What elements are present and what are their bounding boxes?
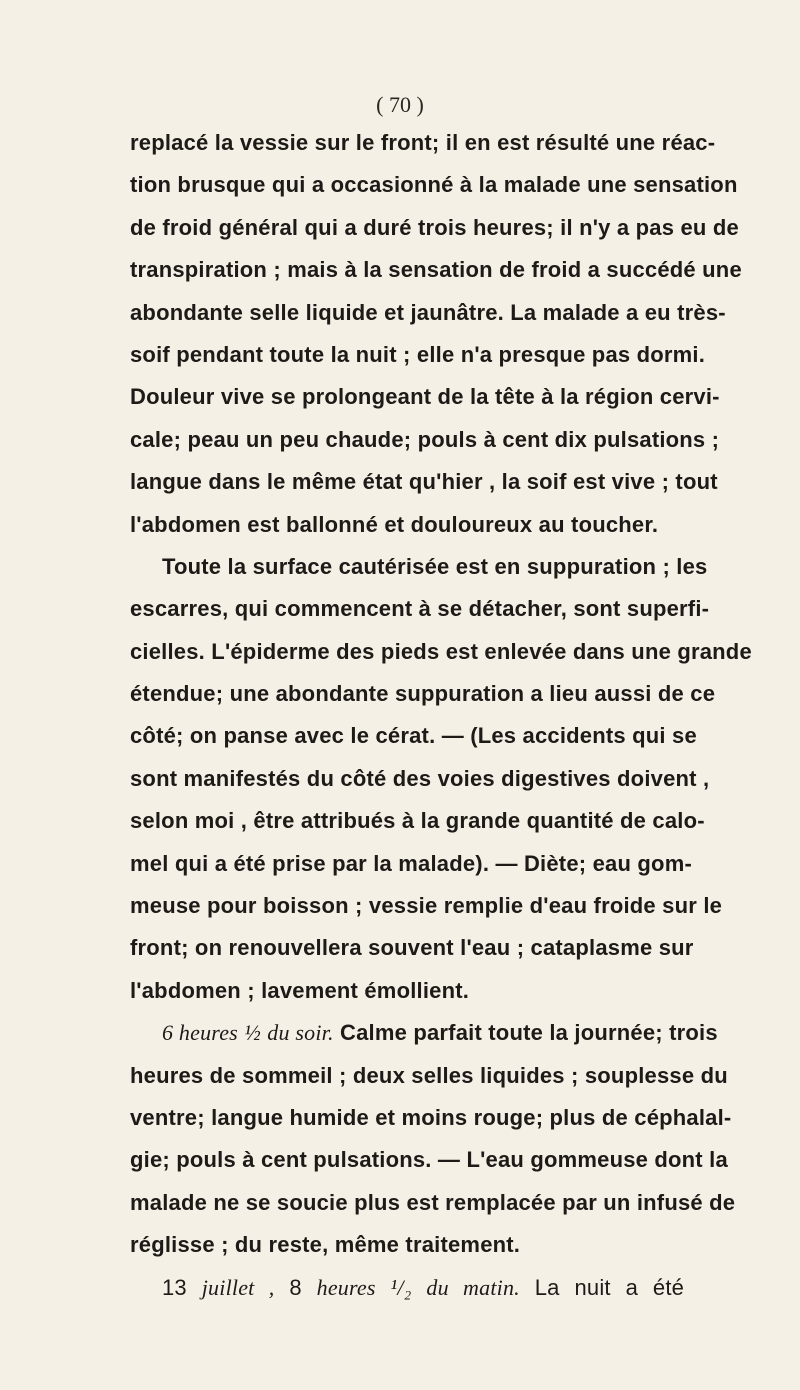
- text-line: l'abdomen est ballonné et douloureux au toucher.: [130, 511, 659, 537]
- text-line-dated: [130, 1012, 718, 1054]
- text-line: ventre; langue humide et moins rouge; plus de céphalal-: [130, 1104, 732, 1130]
- text-line: selon moi , être attribués à la grande quantité de calo-: [130, 808, 705, 834]
- text-line: cale; peau un peu chaude; pouls à cent dix pulsations ;: [130, 426, 720, 452]
- line-rest: Calme parfait toute la journée; trois: [339, 1020, 718, 1046]
- text-line: soif pendant toute la nuit ; elle n'a presque pas dormi.: [130, 341, 706, 367]
- text-line: Douleur vive se prolongeant de la tête à la région cervi-: [130, 384, 720, 410]
- text-line: Toute la surface cautérisée est en suppuration ; les: [162, 553, 708, 579]
- text-line: de froid général qui a duré trois heures; il n'y a pas eu de: [130, 214, 739, 240]
- text-line: meuse pour boisson ; vessie remplie d'eau froide sur le: [130, 893, 723, 919]
- date-day: 13: [162, 1274, 187, 1300]
- time-fraction: ½: [244, 1020, 261, 1046]
- hour-number: 8: [289, 1274, 302, 1300]
- text-line-dated: [130, 1267, 684, 1309]
- time-period: du soir.: [267, 1020, 334, 1046]
- text-line: transpiration ; mais à la sensation de froid a succédé une: [130, 257, 742, 283]
- text-line: mel qui a été prise par la malade). — Diète; eau gom-: [130, 850, 692, 876]
- text-line: malade ne se soucie plus est remplacée par un infusé de: [130, 1189, 736, 1215]
- text-line: étendue; une abondante suppuration a lieu aussi de ce: [130, 681, 716, 707]
- text-line: escarres, qui commencent à se détacher, sont superfi-: [130, 596, 710, 622]
- body-text: [130, 122, 752, 1309]
- text-line: abondante selle liquide et jaunâtre. La malade a eu très-: [130, 299, 726, 325]
- line-rest: La nuit a été: [534, 1274, 685, 1300]
- page-number: ( 70 ): [376, 92, 424, 117]
- text-line: heures de sommeil ; deux selles liquides ; souplesse du: [130, 1062, 728, 1088]
- text-line: front; on renouvellera souvent l'eau ; cataplasme sur: [130, 935, 694, 961]
- text-line: langue dans le même état qu'hier , la soif est vive ; tout: [130, 469, 718, 495]
- hour-fraction: ¹/₂: [390, 1274, 412, 1300]
- time-period: du matin.: [426, 1274, 520, 1300]
- text-line: l'abdomen ; lavement émollient.: [130, 977, 470, 1003]
- text-line: replacé la vessie sur le front; il en est résulté une réac-: [130, 130, 716, 155]
- hour-label: heures: [316, 1274, 376, 1300]
- text-line: côté; on panse avec le cérat. — (Les accidents qui se: [130, 723, 697, 749]
- text-line: réglisse ; du reste, même traitement.: [130, 1232, 521, 1258]
- time-label: 6 heures: [162, 1020, 238, 1046]
- text-line: gie; pouls à cent pulsations. — L'eau gommeuse dont la: [130, 1147, 728, 1173]
- text-line: tion brusque qui a occasionné à la malade une sensation: [130, 172, 738, 198]
- date-month: juillet ,: [201, 1274, 275, 1300]
- text-line: cielles. L'épiderme des pieds est enlevée dans une grande: [130, 638, 752, 664]
- text-line: sont manifestés du côté des voies digestives doivent ,: [130, 765, 710, 791]
